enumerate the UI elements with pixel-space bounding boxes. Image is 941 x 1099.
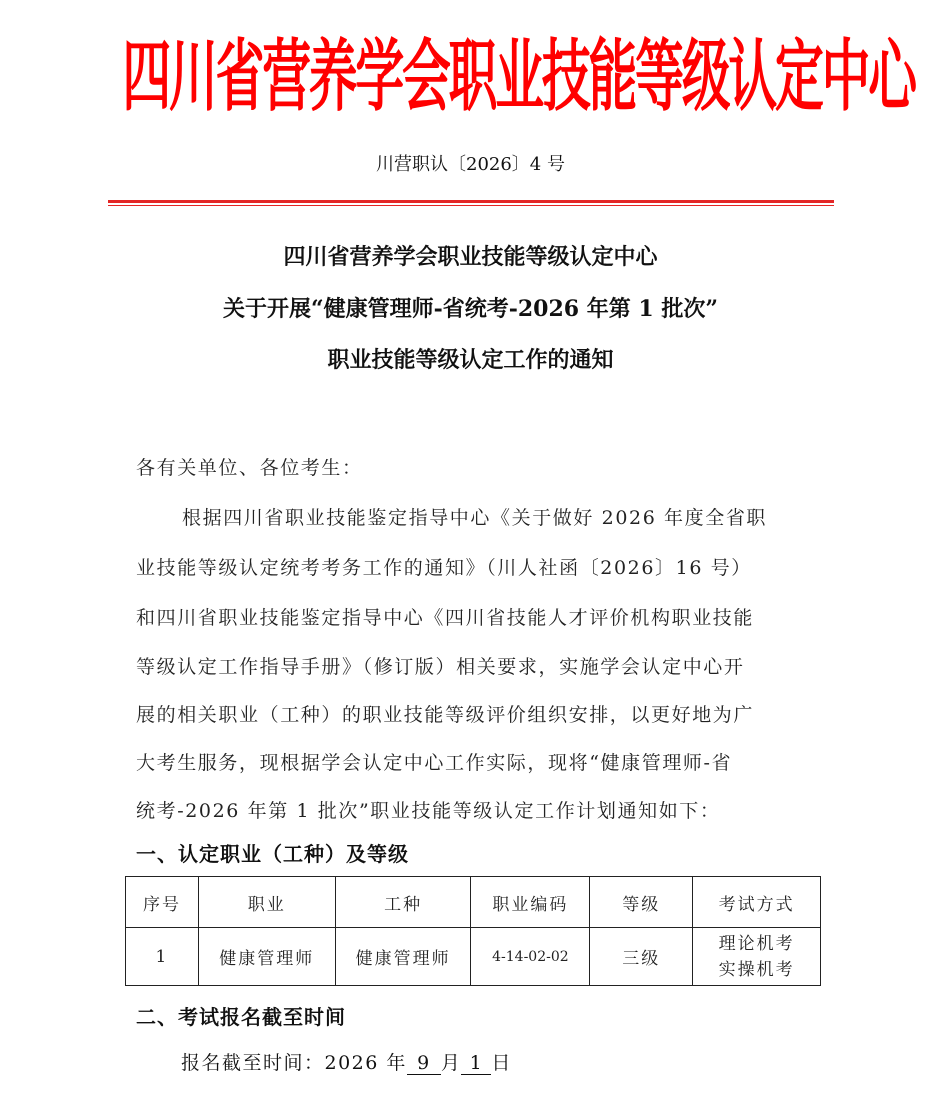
notice-title-line-3: 职业技能等级认定工作的通知 [327,347,614,373]
deadline-month: 9 [407,1052,441,1075]
deadline-month-unit: 月 [440,1052,462,1074]
cell-occupation: 健康管理师 [198,928,335,986]
section-2-heading: 二、考试报名截至时间 [136,1005,346,1029]
notice-title-line-2: 关于开展“健康管理师-省统考-2026 年第 1 批次” [222,296,719,322]
body-line-1: 根据四川省职业技能鉴定指导中心《关于做好 2026 年度全省职 [182,507,768,529]
letterhead-rule-thick [108,200,834,203]
cell-exam-methods [693,928,821,986]
deadline-day-unit: 日 [491,1052,512,1074]
body-line-2: 业技能等级认定统考考务工作的通知》（川人社函〔2026〕16 号） [136,557,752,579]
col-header-exam-method: 考试方式 [693,877,821,928]
letterhead-rule-thin [108,205,834,206]
col-header-occupation: 职业 [198,877,335,928]
deadline-label: 报名截至时间：2026 年 [181,1052,407,1074]
body-line-3: 和四川省职业技能鉴定指导中心《四川省技能人才评价机构职业技能 [136,607,755,629]
deadline-day: 1 [461,1052,491,1075]
salutation: 各有关单位、各位考生： [136,457,363,479]
col-header-level: 等级 [590,877,693,928]
cell-job-type: 健康管理师 [335,928,471,986]
col-header-index: 序号 [126,877,199,928]
table-header-row [126,877,821,928]
cell-level: 三级 [590,928,693,986]
body-line-4: 等级认定工作指导手册》（修订版）相关要求，实施学会认定中心开 [136,656,745,678]
cell-index: 1 [126,928,199,986]
registration-deadline [181,1048,512,1075]
col-header-job-type: 工种 [335,877,471,928]
exam-method-theory: 理论机考 [718,933,795,954]
body-line-7: 统考-2026 年第 1 批次”职业技能等级认定工作计划通知如下： [136,800,721,822]
section-1-heading: 一、认定职业（工种）及等级 [136,842,409,866]
col-header-code: 职业编码 [471,877,590,928]
issuer-letterhead: 四川省营养学会职业技能等级认定中心 [122,30,915,122]
body-line-5: 展的相关职业（工种）的职业技能等级评价组织安排，以更好地为广 [136,704,755,726]
certification-table [125,876,821,986]
cell-code: 4-14-02-02 [471,928,590,986]
notice-title-line-1: 四川省营养学会职业技能等级认定中心 [283,244,658,270]
document-number: 川营职认〔2026〕4 号 [376,154,565,175]
table-row [126,928,821,986]
body-line-6: 大考生服务，现根据学会认定中心工作实际，现将“健康管理师-省 [136,752,733,774]
exam-method-practical: 实操机考 [718,959,795,980]
